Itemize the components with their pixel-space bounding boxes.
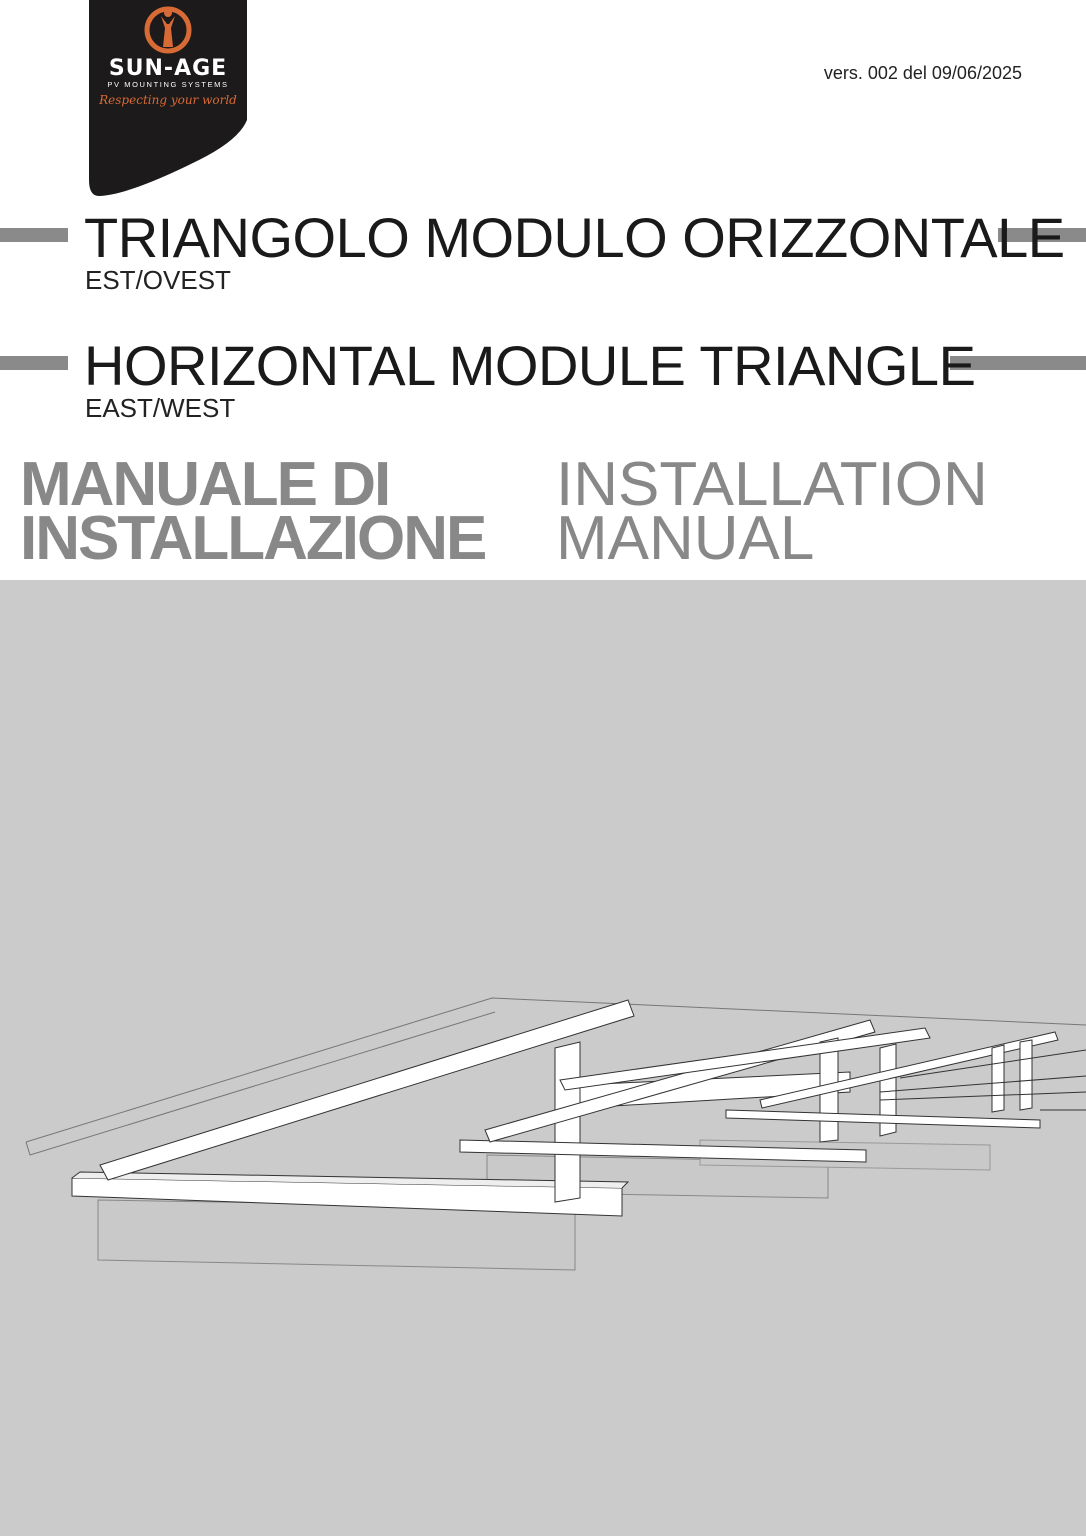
version-text: vers. 002 del 09/06/2025: [823, 63, 1022, 83]
mounting-structure-illustration: [0, 580, 1086, 1536]
manual-it-line2: INSTALLAZIONE: [20, 504, 486, 573]
title-bar-left: [0, 356, 68, 370]
manual-en-line2: MANUAL: [556, 504, 815, 573]
cover-illustration-area: [0, 580, 1086, 1536]
subtitle-italian: EST/OVEST: [85, 265, 231, 295]
subtitle-english: EAST/WEST: [85, 393, 236, 423]
brand-name: SUN-AGE: [108, 56, 228, 81]
brand-subtitle: PV MOUNTING SYSTEMS: [107, 80, 229, 89]
brand-tagline: Respecting your world: [99, 93, 237, 107]
sun-age-logo: [89, 0, 247, 198]
title-bar-left: [0, 228, 68, 242]
title-italian: TRIANGOLO MODULO ORIZZONTALE: [84, 206, 1065, 269]
manual-it-line1: MANUALE DI: [20, 450, 390, 519]
title-english: HORIZONTAL MODULE TRIANGLE: [84, 334, 976, 397]
manual-en-line1: INSTALLATION: [556, 450, 988, 519]
manual-title-english: [556, 450, 988, 573]
manual-title-italian: [20, 450, 486, 573]
